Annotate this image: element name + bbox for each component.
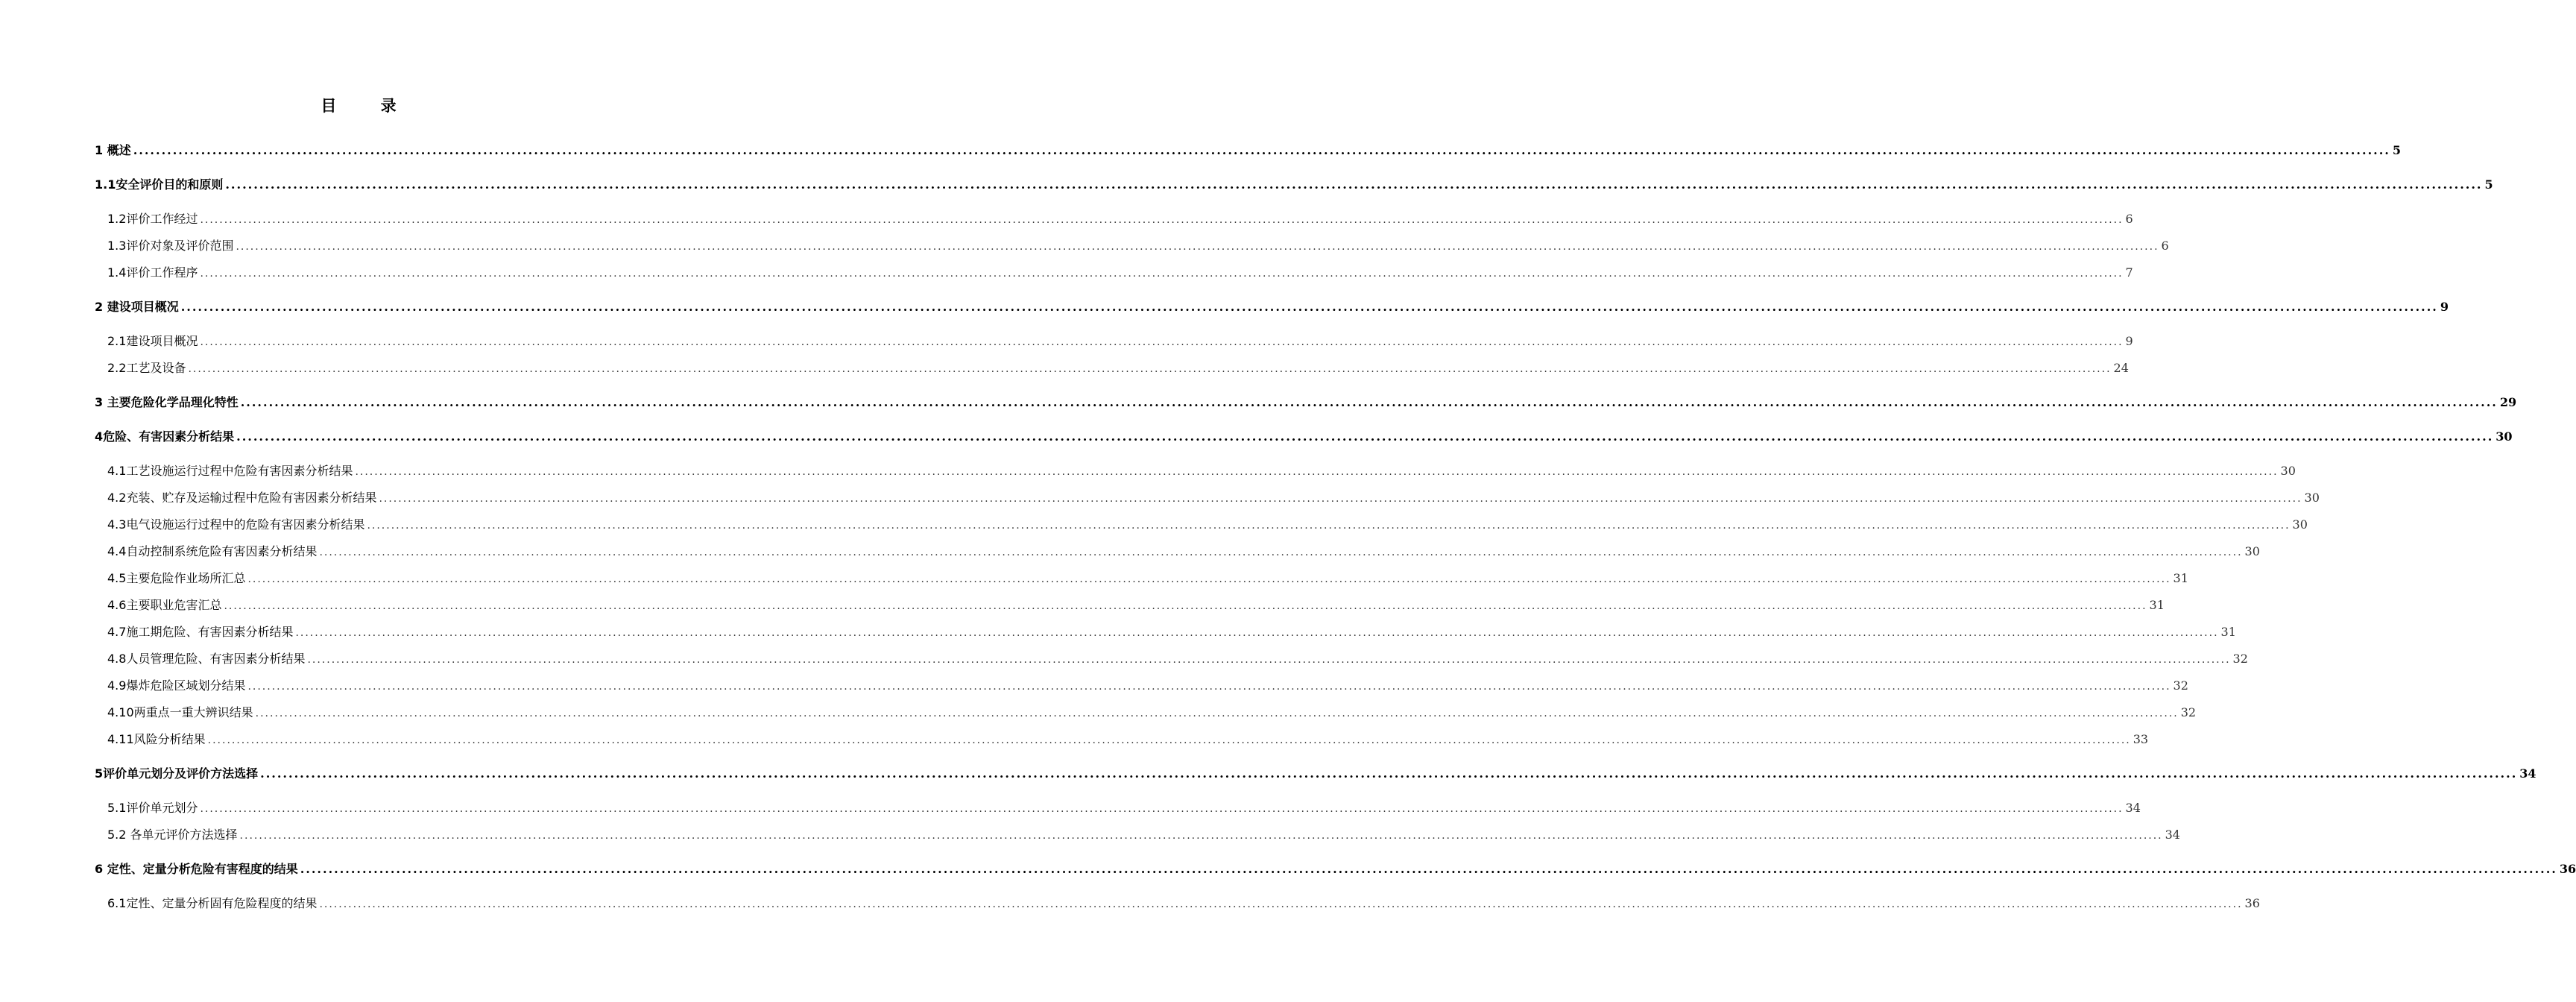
dot-leader: ................................................................................................................................................................................................................................................................................................................................................................................................................	[319, 898, 2243, 910]
toc-entry[interactable]	[107, 570, 2188, 587]
toc-entry[interactable]	[95, 394, 2517, 412]
toc-entry-label: 4.8人员管理危险、有害因素分析结果	[107, 652, 306, 666]
toc-entry-label: 4.6主要职业危害汇总	[107, 598, 222, 612]
dot-leader: ................................................................................................................................................................................................................................................................................................................................................................................................................	[255, 708, 2179, 719]
toc-entry-page-number: 9	[2125, 334, 2133, 348]
toc-entry-page-number: 32	[2173, 678, 2188, 693]
dot-leader: ................................................................................................................................................................................................................................................................................................................................................................................................................	[188, 363, 2112, 375]
toc-entry-label: 2 建设项目概况	[95, 300, 179, 314]
toc-entry-page-number: 6	[2125, 212, 2133, 226]
dot-leader: ................................................................................................................................................................................................................................................................................................................................................................................................................	[379, 493, 2302, 505]
toc-entry-label: 4.2充装、贮存及运输过程中危险有害因素分析结果	[107, 491, 377, 505]
toc-entry-label: 1.3评价对象及评价范围	[107, 239, 234, 253]
toc-entry-label: 1 概述	[95, 143, 131, 157]
toc-entry-label: 6 定性、定量分析危险有害程度的结果	[95, 862, 298, 876]
toc-entry-page-number: 32	[2232, 652, 2248, 666]
dot-leader: ................................................................................................................................................................................................................................................................................................................................................................................................................	[207, 734, 2131, 746]
toc-entry-label: 2.1建设项目概况	[107, 334, 198, 348]
toc-entry-page-number: 33	[2133, 732, 2149, 746]
toc-entry-label: 4危险、有害因素分析结果	[95, 429, 235, 444]
toc-entry-label: 4.4自动控制系统危险有害因素分析结果	[107, 544, 318, 558]
toc-entry-label: 5评价单元划分及评价方法选择	[95, 766, 259, 781]
toc-entry[interactable]	[95, 176, 2493, 194]
dot-leader: ................................................................................................................................................................................................................................................................................................................................................................................................................	[300, 862, 2557, 876]
toc-entry-page-number: 30	[2292, 517, 2308, 532]
dot-leader: ................................................................................................................................................................................................................................................................................................................................................................................................................	[239, 830, 2163, 842]
dot-leader: ................................................................................................................................................................................................................................................................................................................................................................................................................	[224, 600, 2147, 612]
toc-entry-page-number: 32	[2180, 705, 2197, 719]
dot-leader: ................................................................................................................................................................................................................................................................................................................................................................................................................	[240, 395, 2498, 409]
dot-leader: ................................................................................................................................................................................................................................................................................................................................................................................................................	[247, 573, 2171, 585]
toc-entry[interactable]	[95, 298, 2449, 316]
toc-title: 目 录	[321, 97, 416, 115]
toc-entry[interactable]	[107, 359, 2129, 377]
toc-entry[interactable]	[107, 799, 2141, 817]
toc-entry-label: 1.2评价工作经过	[107, 212, 198, 226]
toc-entry-page-number: 30	[2496, 429, 2513, 444]
toc-entry-page-number: 30	[2280, 464, 2296, 478]
dot-leader: ................................................................................................................................................................................................................................................................................................................................................................................................................	[225, 177, 2483, 192]
toc-entry-page-number: 29	[2499, 395, 2517, 409]
dot-leader: ................................................................................................................................................................................................................................................................................................................................................................................................................	[200, 214, 2124, 226]
dot-leader: ................................................................................................................................................................................................................................................................................................................................................................................................................	[355, 466, 2279, 478]
toc-entry-label: 1.1安全评价目的和原则	[95, 177, 224, 192]
toc-entry[interactable]	[107, 623, 2236, 641]
toc-entry[interactable]	[95, 428, 2513, 446]
toc-entry-label: 6.1定性、定量分析固有危险程度的结果	[107, 896, 318, 910]
toc-entry-page-number: 5	[2392, 143, 2401, 157]
toc-entry-page-number: 31	[2173, 571, 2188, 585]
toc-entry[interactable]	[107, 731, 2149, 749]
dot-leader: ................................................................................................................................................................................................................................................................................................................................................................................................................	[236, 241, 2159, 253]
toc-entry-label: 5.1评价单元划分	[107, 801, 198, 815]
toc-entry-label: 4.10两重点一重大辨识结果	[107, 705, 253, 719]
toc-entry-page-number: 34	[2519, 766, 2536, 781]
dot-leader: ................................................................................................................................................................................................................................................................................................................................................................................................................	[319, 546, 2243, 558]
dot-leader: ................................................................................................................................................................................................................................................................................................................................................................................................................	[247, 681, 2171, 693]
toc-entry-label: 4.1工艺设施运行过程中危险有害因素分析结果	[107, 464, 353, 478]
dot-leader: ................................................................................................................................................................................................................................................................................................................................................................................................................	[200, 803, 2124, 815]
toc-entry[interactable]	[107, 677, 2188, 695]
toc-entry-page-number: 34	[2165, 828, 2180, 842]
toc-entry[interactable]	[95, 860, 2576, 878]
toc-entry-label: 4.7施工期危险、有害因素分析结果	[107, 625, 294, 639]
toc-entry-label: 4.3电气设施运行过程中的危险有害因素分析结果	[107, 517, 365, 532]
toc-entry-page-number: 24	[2113, 361, 2129, 375]
toc-entry-page-number: 34	[2125, 801, 2141, 815]
toc-entry-page-number: 30	[2304, 491, 2320, 505]
toc-entry[interactable]	[95, 142, 2401, 160]
toc-entry-page-number: 9	[2440, 300, 2449, 314]
toc-entry[interactable]	[107, 650, 2248, 668]
toc-entry[interactable]	[107, 264, 2133, 282]
toc-entry-page-number: 5	[2484, 177, 2493, 192]
toc-entry-page-number: 36	[2244, 896, 2260, 910]
toc-entry-label: 4.9爆炸危险区域划分结果	[107, 678, 246, 693]
toc-entry[interactable]	[107, 516, 2308, 534]
toc-entry[interactable]	[107, 489, 2320, 507]
toc-entry-label: 2.2工艺及设备	[107, 361, 186, 375]
toc-entry-page-number: 36	[2559, 862, 2576, 876]
dot-leader: ................................................................................................................................................................................................................................................................................................................................................................................................................	[260, 766, 2518, 781]
dot-leader: ................................................................................................................................................................................................................................................................................................................................................................................................................	[200, 268, 2124, 280]
dot-leader: ................................................................................................................................................................................................................................................................................................................................................................................................................	[295, 627, 2219, 639]
toc-entry[interactable]	[107, 543, 2260, 561]
toc-entry[interactable]	[107, 333, 2133, 350]
dot-leader: ................................................................................................................................................................................................................................................................................................................................................................................................................	[200, 336, 2124, 348]
toc-entry[interactable]	[107, 462, 2296, 480]
toc-entry-label: 3 主要危险化学品理化特性	[95, 395, 239, 409]
toc-entry[interactable]	[107, 210, 2133, 228]
toc-entry-page-number: 31	[2149, 598, 2165, 612]
toc-entry[interactable]	[107, 237, 2169, 255]
toc-entry-label: 5.2 各单元评价方法选择	[107, 828, 238, 842]
toc-entry-page-number: 7	[2125, 265, 2133, 280]
toc-entry-page-number: 30	[2244, 544, 2260, 558]
toc-entry-label: 4.5主要危险作业场所汇总	[107, 571, 246, 585]
toc-entry-page-number: 31	[2220, 625, 2236, 639]
toc-entry-label: 4.11风险分析结果	[107, 732, 206, 746]
toc-entry-page-number: 6	[2161, 239, 2169, 253]
dot-leader: ................................................................................................................................................................................................................................................................................................................................................................................................................	[367, 520, 2291, 532]
dot-leader: ................................................................................................................................................................................................................................................................................................................................................................................................................	[133, 143, 2390, 157]
toc-entry-label: 1.4评价工作程序	[107, 265, 198, 280]
toc-entry[interactable]	[107, 704, 2197, 722]
dot-leader: ................................................................................................................................................................................................................................................................................................................................................................................................................	[307, 654, 2231, 666]
toc-entry[interactable]	[107, 596, 2165, 614]
toc-entry[interactable]	[107, 895, 2260, 913]
dot-leader: ................................................................................................................................................................................................................................................................................................................................................................................................................	[180, 300, 2438, 314]
toc-entry[interactable]	[107, 826, 2180, 844]
toc-entry[interactable]	[95, 765, 2536, 783]
dot-leader: ................................................................................................................................................................................................................................................................................................................................................................................................................	[236, 429, 2494, 444]
